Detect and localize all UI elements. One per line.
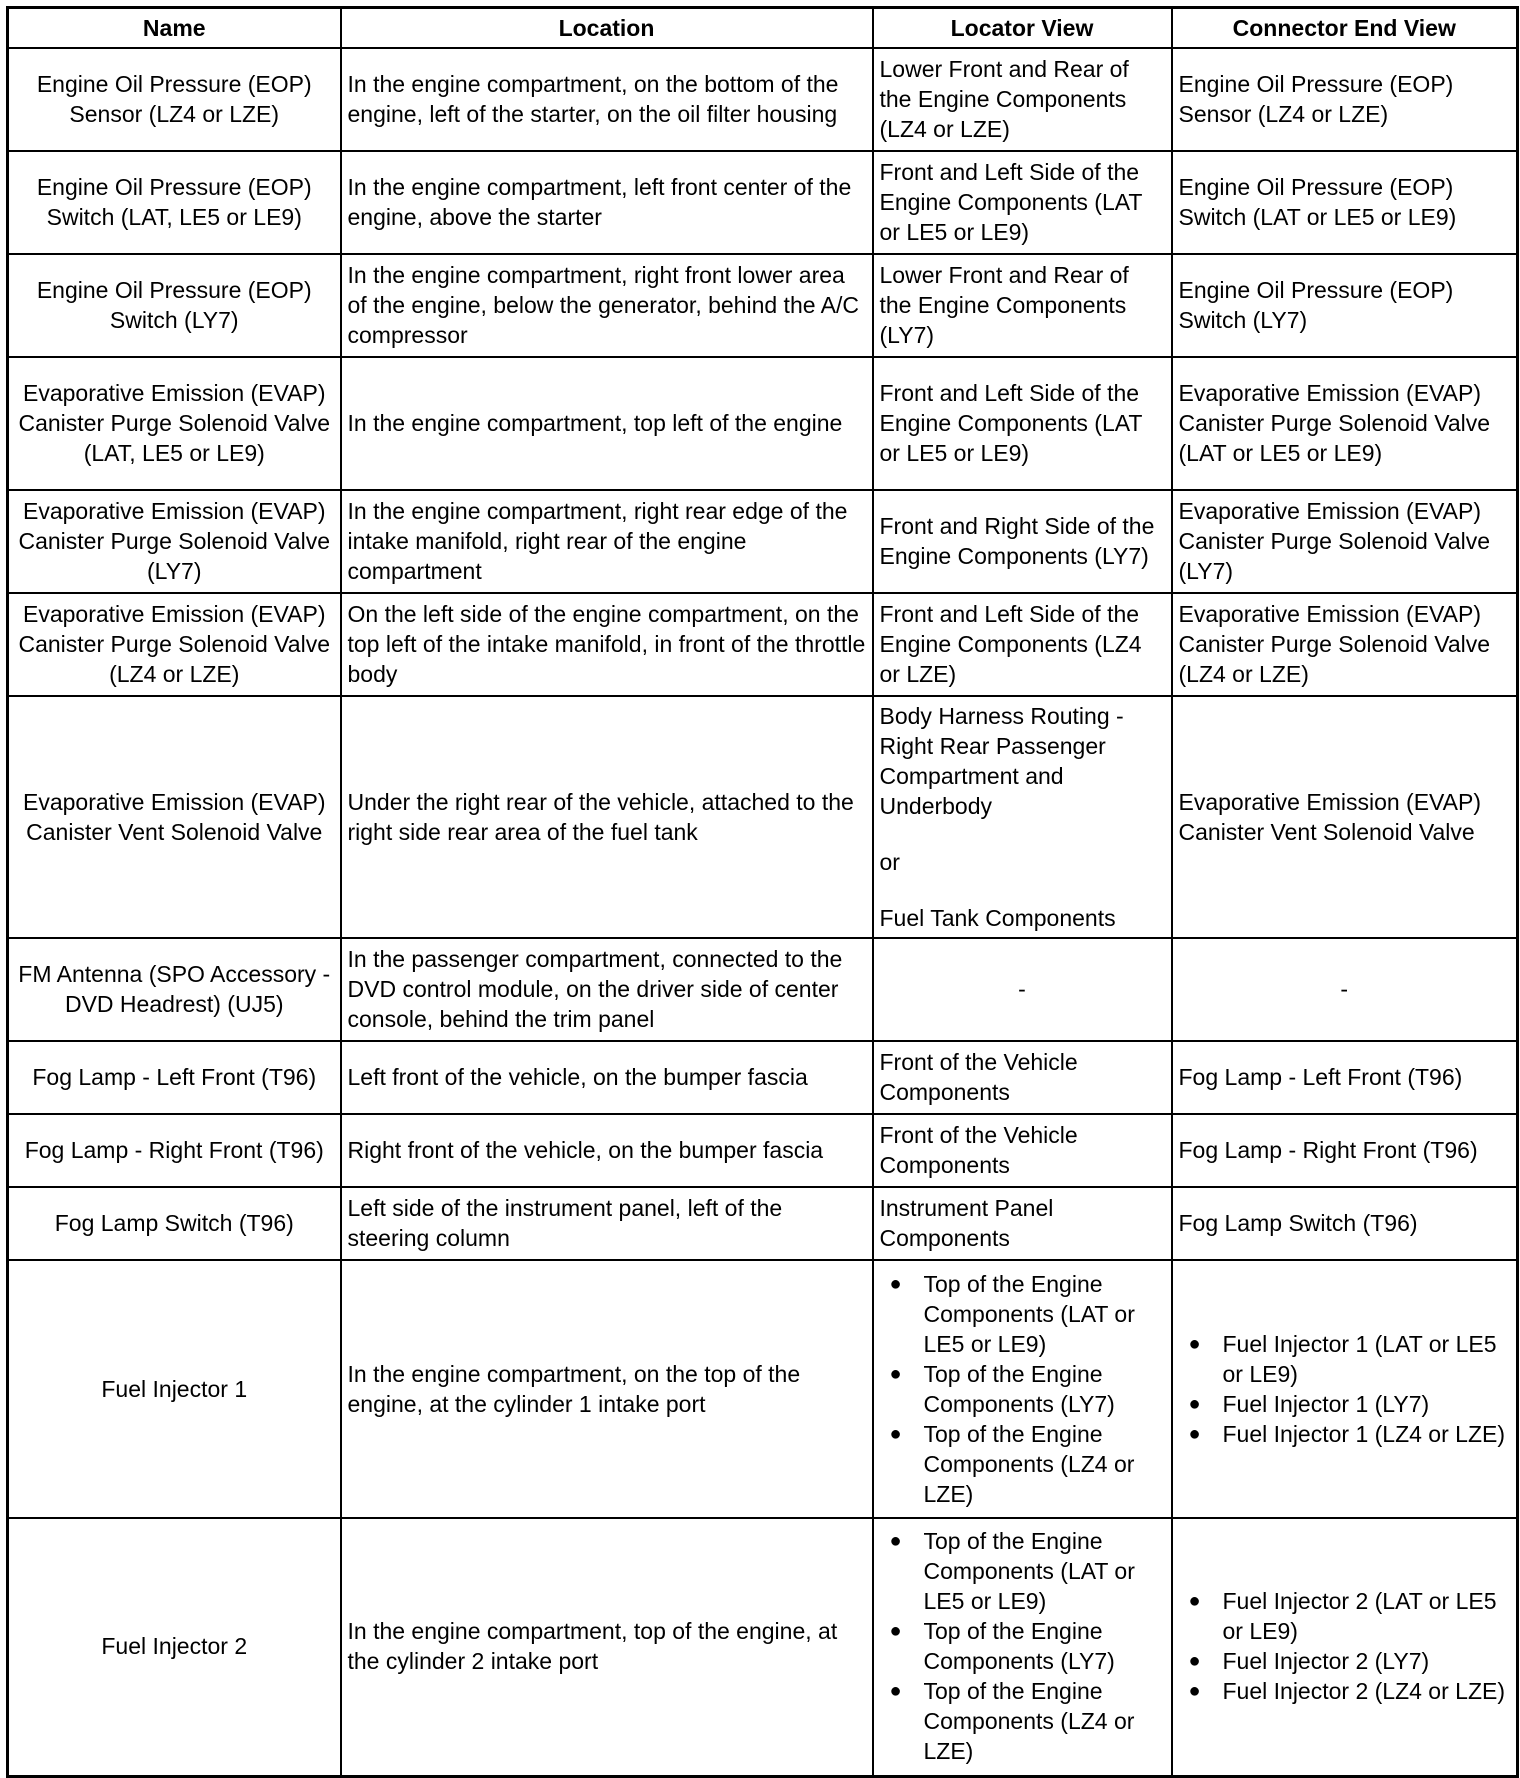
connector-end-view-list	[1179, 1586, 1511, 1706]
table-row	[8, 357, 1518, 490]
table-row	[8, 254, 1518, 357]
locator-view: Lower Front and Rear of the Engine Components (LZ4 or LZE)	[873, 48, 1172, 151]
connector-end-view-list	[1179, 1329, 1511, 1449]
component-location: In the engine compartment, right rear edge of the intake manifold, right rear of the engine compartment	[341, 490, 873, 593]
component-name: Engine Oil Pressure (EOP) Sensor (LZ4 or LZE)	[8, 48, 341, 151]
locator-view: Front and Right Side of the Engine Components (LY7)	[873, 490, 1172, 593]
connector-end-view: Engine Oil Pressure (EOP) Switch (LAT or LE5 or LE9)	[1172, 151, 1518, 254]
list-item: ● Fuel Injector 1 (LZ4 or LZE)	[1223, 1419, 1511, 1449]
component-location: Left front of the vehicle, on the bumper fascia	[341, 1041, 873, 1114]
locator-view	[873, 1518, 1172, 1776]
table-row	[8, 490, 1518, 593]
list-item: ● Top of the Engine Components (LZ4 or LZE)	[924, 1419, 1165, 1509]
component-name: Evaporative Emission (EVAP) Canister Vent Solenoid Valve	[8, 696, 341, 938]
header-location: Location	[341, 8, 873, 49]
component-location: Left side of the instrument panel, left of the steering column	[341, 1187, 873, 1260]
locator-view: Instrument Panel Components	[873, 1187, 1172, 1260]
component-location: In the engine compartment, on the bottom of the engine, left of the starter, on the oil filter housing	[341, 48, 873, 151]
table-row	[8, 1114, 1518, 1187]
list-item: ● Top of the Engine Components (LAT or LE5 or LE9)	[924, 1526, 1165, 1616]
table-row	[8, 1187, 1518, 1260]
connector-end-view: Fog Lamp Switch (T96)	[1172, 1187, 1518, 1260]
locator-view-list	[880, 1526, 1165, 1766]
header-locator-view: Locator View	[873, 8, 1172, 49]
connector-end-view: Evaporative Emission (EVAP) Canister Vent Solenoid Valve	[1172, 696, 1518, 938]
header-row	[8, 8, 1518, 49]
component-name: Engine Oil Pressure (EOP) Switch (LY7)	[8, 254, 341, 357]
table-row	[8, 1260, 1518, 1518]
header-connector-end-view: Connector End View	[1172, 8, 1518, 49]
component-name: Evaporative Emission (EVAP) Canister Purge Solenoid Valve (LAT, LE5 or LE9)	[8, 357, 341, 490]
locator-view	[873, 696, 1172, 938]
component-name: Fog Lamp - Right Front (T96)	[8, 1114, 341, 1187]
component-name: Evaporative Emission (EVAP) Canister Purge Solenoid Valve (LZ4 or LZE)	[8, 593, 341, 696]
component-name: Fuel Injector 1	[8, 1260, 341, 1518]
component-name: FM Antenna (SPO Accessory - DVD Headrest) (UJ5)	[8, 938, 341, 1041]
table-row	[8, 593, 1518, 696]
locator-view: Front of the Vehicle Components	[873, 1114, 1172, 1187]
component-location: In the engine compartment, top left of the engine	[341, 357, 873, 490]
connector-end-view: Evaporative Emission (EVAP) Canister Purge Solenoid Valve (LZ4 or LZE)	[1172, 593, 1518, 696]
component-name: Engine Oil Pressure (EOP) Switch (LAT, LE5 or LE9)	[8, 151, 341, 254]
component-location: In the engine compartment, on the top of the engine, at the cylinder 1 intake port	[341, 1260, 873, 1518]
component-name: Fuel Injector 2	[8, 1518, 341, 1776]
component-locator-table	[6, 6, 1519, 1778]
list-item: ● Fuel Injector 1 (LY7)	[1223, 1389, 1511, 1419]
connector-end-view: Evaporative Emission (EVAP) Canister Purge Solenoid Valve (LY7)	[1172, 490, 1518, 593]
list-item: ● Top of the Engine Components (LZ4 or LZE)	[924, 1676, 1165, 1766]
list-item: ● Fuel Injector 2 (LY7)	[1223, 1646, 1511, 1676]
locator-view: Front of the Vehicle Components	[873, 1041, 1172, 1114]
component-location: On the left side of the engine compartment, on the top left of the intake manifold, in front of the throttle body	[341, 593, 873, 696]
component-location: In the engine compartment, right front lower area of the engine, below the generator, behind the A/C compressor	[341, 254, 873, 357]
component-location: In the passenger compartment, connected to the DVD control module, on the driver side of center console, behind the trim panel	[341, 938, 873, 1041]
header-name: Name	[8, 8, 341, 49]
locator-view: Front and Left Side of the Engine Components (LZ4 or LZE)	[873, 593, 1172, 696]
locator-view-or: or	[879, 848, 900, 875]
locator-view-list	[880, 1269, 1165, 1509]
list-item: ● Fuel Injector 2 (LZ4 or LZE)	[1223, 1676, 1511, 1706]
component-location: Under the right rear of the vehicle, attached to the right side rear area of the fuel tank	[341, 696, 873, 938]
list-item: ● Top of the Engine Components (LAT or LE5 or LE9)	[924, 1269, 1165, 1359]
connector-end-view	[1172, 1260, 1518, 1518]
locator-view: Lower Front and Rear of the Engine Components (LY7)	[873, 254, 1172, 357]
connector-end-view: Fog Lamp - Left Front (T96)	[1172, 1041, 1518, 1114]
locator-view: Front and Left Side of the Engine Components (LAT or LE5 or LE9)	[873, 151, 1172, 254]
component-name: Evaporative Emission (EVAP) Canister Purge Solenoid Valve (LY7)	[8, 490, 341, 593]
locator-view-alternate: Fuel Tank Components	[879, 904, 1116, 931]
locator-view	[873, 1260, 1172, 1518]
connector-end-view: Engine Oil Pressure (EOP) Sensor (LZ4 or LZE)	[1172, 48, 1518, 151]
list-item: ● Top of the Engine Components (LY7)	[924, 1616, 1165, 1676]
list-item: ● Fuel Injector 2 (LAT or LE5 or LE9)	[1223, 1586, 1511, 1646]
connector-end-view	[1172, 1518, 1518, 1776]
table-row	[8, 696, 1518, 938]
connector-end-view: -	[1172, 938, 1518, 1041]
table-row	[8, 151, 1518, 254]
locator-view: Front and Left Side of the Engine Components (LAT or LE5 or LE9)	[873, 357, 1172, 490]
component-name: Fog Lamp - Left Front (T96)	[8, 1041, 341, 1114]
component-location: In the engine compartment, top of the engine, at the cylinder 2 intake port	[341, 1518, 873, 1776]
list-item: ● Top of the Engine Components (LY7)	[924, 1359, 1165, 1419]
list-item: ● Fuel Injector 1 (LAT or LE5 or LE9)	[1223, 1329, 1511, 1389]
table-row	[8, 1041, 1518, 1114]
table-row	[8, 1518, 1518, 1776]
table-row	[8, 48, 1518, 151]
component-location: Right front of the vehicle, on the bumper fascia	[341, 1114, 873, 1187]
component-name: Fog Lamp Switch (T96)	[8, 1187, 341, 1260]
locator-view: -	[873, 938, 1172, 1041]
component-location: In the engine compartment, left front center of the engine, above the starter	[341, 151, 873, 254]
connector-end-view: Evaporative Emission (EVAP) Canister Purge Solenoid Valve (LAT or LE5 or LE9)	[1172, 357, 1518, 490]
connector-end-view: Engine Oil Pressure (EOP) Switch (LY7)	[1172, 254, 1518, 357]
table-row	[8, 938, 1518, 1041]
locator-view-primary: Body Harness Routing - Right Rear Passenger Compartment and Underbody	[879, 702, 1124, 819]
connector-end-view: Fog Lamp - Right Front (T96)	[1172, 1114, 1518, 1187]
